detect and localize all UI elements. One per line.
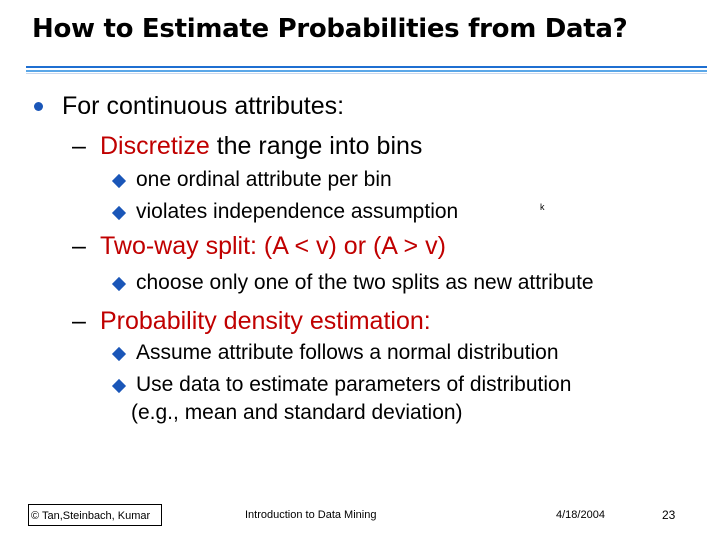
dash-marker: – bbox=[72, 307, 86, 335]
title-rule-top bbox=[26, 66, 707, 68]
bullet-estimate-parameters: Use data to estimate parameters of distribution bbox=[136, 373, 572, 396]
discretize-rest: the range into bins bbox=[209, 132, 423, 160]
diamond-bullet-icon bbox=[112, 174, 126, 188]
diamond-bullet-icon bbox=[112, 277, 126, 291]
bullet-normal-distribution: Assume attribute follows a normal distribution bbox=[136, 341, 559, 364]
dot-bullet-icon bbox=[34, 102, 43, 111]
bullet-ordinal-attribute: one ordinal attribute per bin bbox=[136, 168, 392, 191]
bullet-continuous-attributes: For continuous attributes: bbox=[62, 92, 345, 120]
two-way-split-text: Two-way split: (A < v) or (A > v) bbox=[100, 232, 446, 260]
footer-course: Introduction to Data Mining bbox=[245, 509, 377, 521]
diamond-bullet-icon bbox=[112, 379, 126, 393]
bullet-choose-one-split: choose only one of the two splits as new attribute bbox=[136, 271, 594, 294]
diamond-bullet-icon bbox=[112, 206, 126, 220]
subpoint-discretize bbox=[72, 132, 422, 161]
subpoint-density-estimation bbox=[72, 307, 431, 336]
title-rule-bottom bbox=[26, 73, 707, 74]
footer-authors: © Tan,Steinbach, Kumar bbox=[28, 504, 162, 526]
dash-marker: – bbox=[72, 132, 86, 160]
page-title: How to Estimate Probabilities from Data? bbox=[32, 14, 628, 44]
diamond-bullet-icon bbox=[112, 347, 126, 361]
subpoint-two-way-split bbox=[72, 232, 446, 261]
dash-marker: – bbox=[72, 232, 86, 260]
title-rule-middle bbox=[26, 70, 707, 72]
footer-page-number: 23 bbox=[662, 508, 676, 522]
bullet-continuation: (e.g., mean and standard deviation) bbox=[131, 401, 463, 424]
density-estimation-text: Probability density estimation: bbox=[100, 307, 431, 335]
footer-date: 4/18/2004 bbox=[556, 509, 605, 521]
bullet-violates-independence: violates independence assumption bbox=[136, 200, 459, 223]
discretize-highlight: Discretize bbox=[100, 132, 210, 160]
stray-mark: k bbox=[540, 202, 545, 212]
